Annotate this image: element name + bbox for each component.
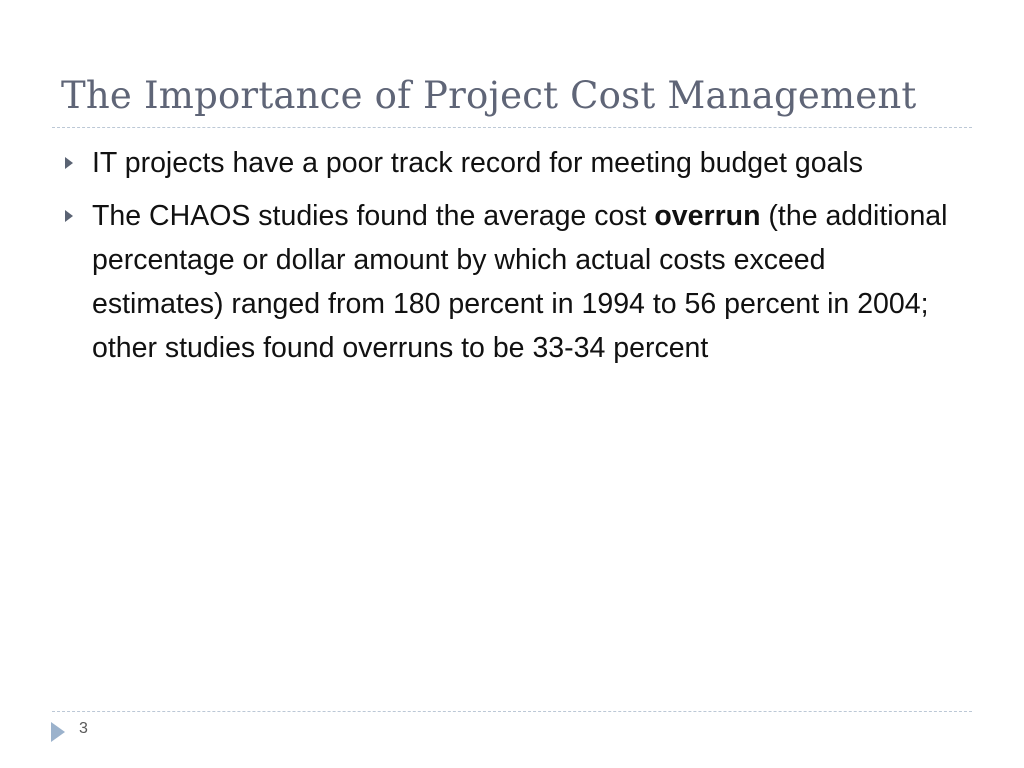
bullet-text-end: (the additional percentage or dollar amount by which actual costs exceed estimates) ranged from 180 percent in 1994 to 56 percent in 2004; other studies found overruns to be 33-34 percent [92,200,948,364]
bullet-item [60,141,960,185]
page-number: 3 [79,720,88,737]
bullet-item [60,194,960,370]
bullet-text-start: The CHAOS studies found the average cost [92,200,655,232]
slide-title: The Importance of Project Cost Management [61,74,917,117]
bullet-list [60,141,960,379]
bullet-arrow-icon [65,157,73,169]
title-divider [52,127,972,128]
bullet-text: IT projects have a poor track record for meeting budget goals [92,147,863,179]
bullet-arrow-icon [65,210,73,222]
bullet-bold-term: overrun [654,200,761,232]
footer-divider [52,711,972,712]
footer-arrow-icon [51,722,65,742]
